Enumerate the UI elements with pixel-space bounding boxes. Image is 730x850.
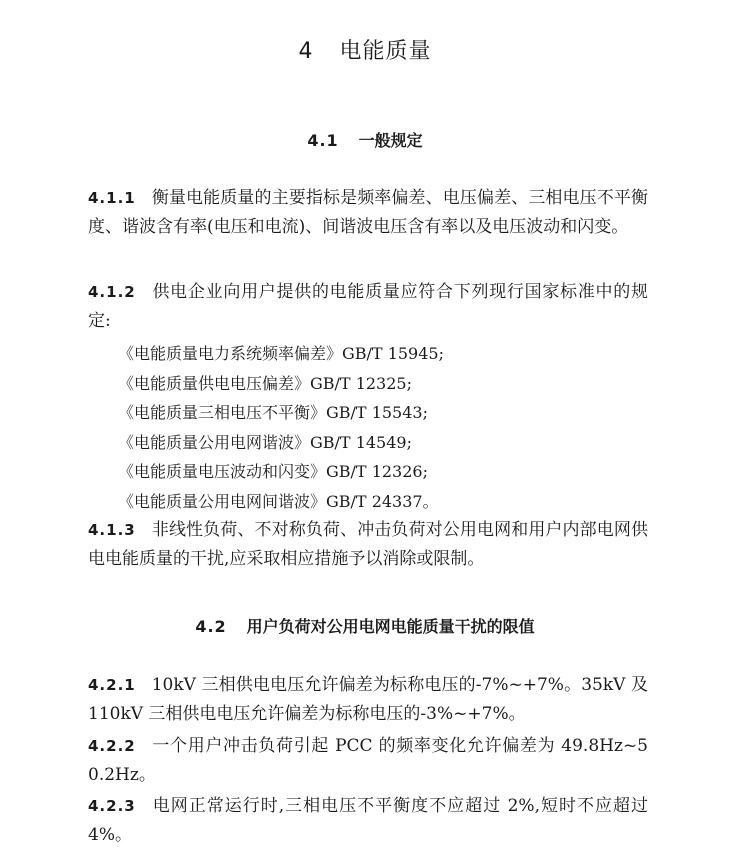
clause-number: 4.1.2 [88,283,136,301]
clause-4-2-1 [88,671,648,729]
clause-number: 4.1.3 [88,521,136,539]
standard-item: 《电能质量三相电压不平衡》GB/T 15543; [118,403,428,422]
clause-number: 4.2.2 [88,737,136,755]
clause-text: 10kV 三相供电电压允许偏差为标称电压的-7%~+7%。35kV 及 110kV 三相供电电压允许偏差为标称电压的-3%~+7%。 [88,675,648,724]
clause-number: 4.2.1 [88,676,136,694]
section-title-text: 用户负荷对公用电网电能质量干扰的限值 [246,617,535,636]
section-number: 4.2 [195,617,227,636]
clause-number: 4.2.3 [88,797,136,815]
section-title-4-1 [0,128,730,151]
clause-4-1-1 [88,184,648,242]
chapter-title-text: 电能质量 [339,39,432,64]
clause-number: 4.1.1 [88,189,136,207]
section-title-text: 一般规定 [358,131,423,150]
chapter-title [0,34,730,65]
clause-text: 非线性负荷、不对称负荷、冲击负荷对公用电网和用户内部电网供电电能质量的干扰,应采取相应措施予以消除或限制。 [88,520,648,569]
chapter-number: 4 [298,39,314,64]
section-number: 4.1 [307,131,339,150]
standard-item: 《电能质量公用电网间谐波》GB/T 24337。 [118,491,439,511]
clause-text: 供电企业向用户提供的电能质量应符合下列现行国家标准中的规定: [88,282,648,331]
clause-text: 电网正常运行时,三相电压不平衡度不应超过 2%,短时不应超过 4%。 [88,796,648,845]
clause-text: 衡量电能质量的主要指标是频率偏差、电压偏差、三相电压不平衡度、谐波含有率(电压和电流)、间谐波电压含有率以及电压波动和闪变。 [88,188,648,237]
standard-item: 《电能质量电力系统频率偏差》GB/T 15945; [118,344,444,363]
clause-4-1-2 [88,278,648,336]
clause-4-2-2 [88,732,648,790]
standard-item: 《电能质量公用电网谐波》GB/T 14549; [118,432,412,452]
clause-text: 一个用户冲击负荷引起 PCC 的频率变化允许偏差为 49.8Hz~50.2Hz。 [88,736,648,785]
standard-item: 《电能质量电压波动和闪变》GB/T 12326; [118,462,428,481]
section-title-4-2 [0,614,730,637]
clause-4-2-3 [88,792,648,850]
clause-4-1-3 [88,516,648,574]
standards-list [118,339,638,516]
standard-item: 《电能质量供电电压偏差》GB/T 12325; [118,373,412,393]
